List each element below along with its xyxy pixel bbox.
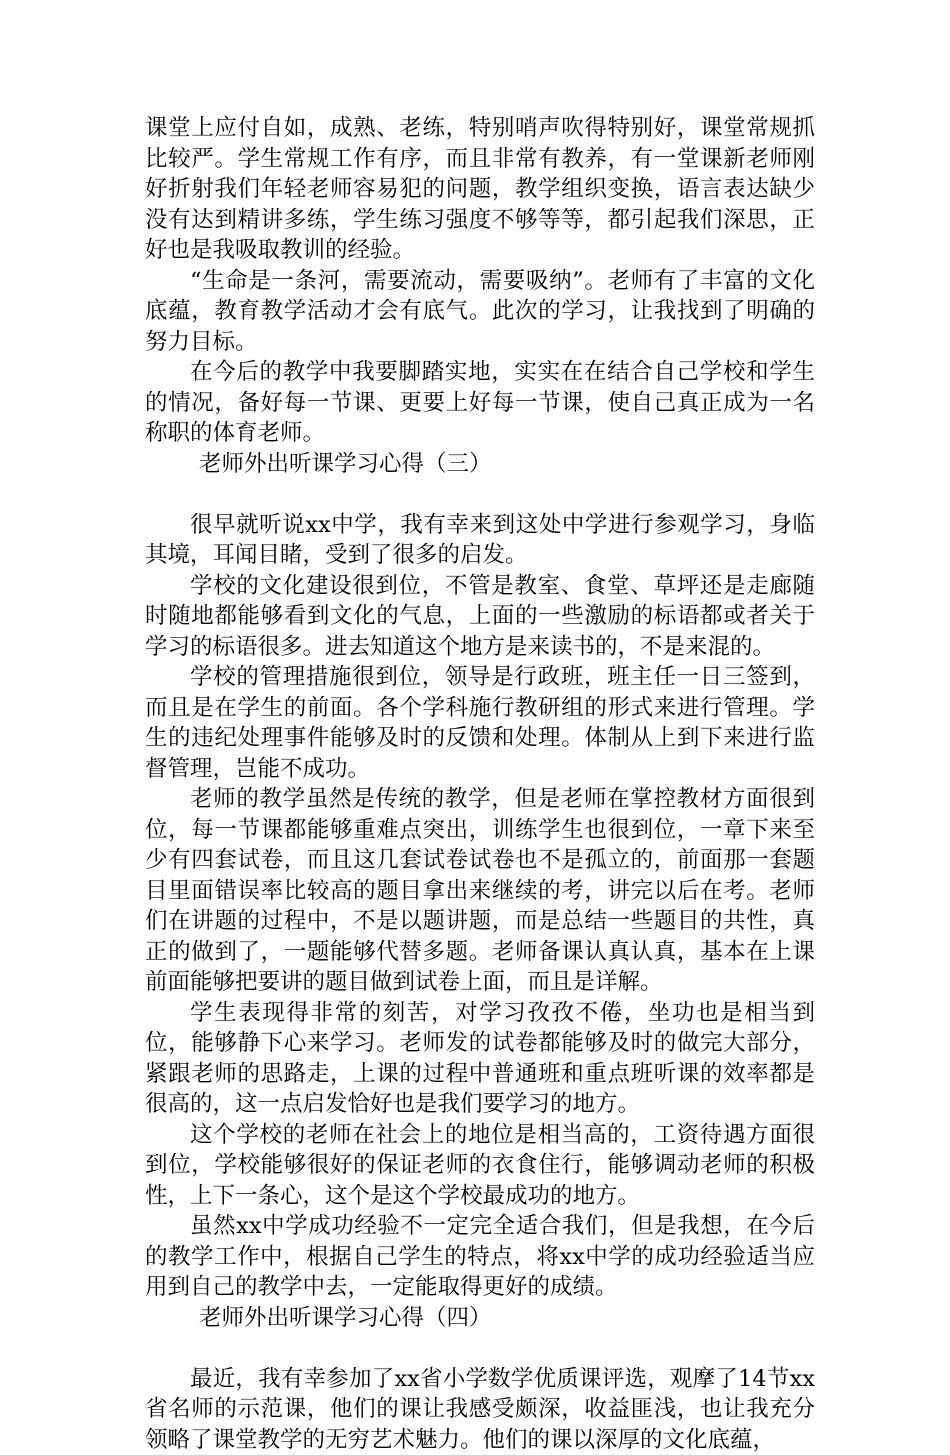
paragraph: “生命是一条河，需要流动，需要吸纳”。老师有了丰富的文化底蕴，教育教学活动才会有底气。此次的学习，让我找到了明确的努力目标。 (145, 266, 815, 358)
section-heading: 老师外出听课学习心得（三） (145, 449, 815, 480)
paragraph: 这个学校的老师在社会上的地位是相当高的，工资待遇方面很到位，学校能够很好的保证老师的衣食住行，能够调动老师的积极性，上下一条心，这个是这个学校最成功的地方。 (145, 1120, 815, 1212)
paragraph: 在今后的教学中我要脚踏实地，实实在在结合自己学校和学生的情况，备好每一节课、更要上好每一节课，使自己真正成为一名称职的体育老师。 (145, 357, 815, 449)
paragraph: 课堂上应付自如，成熟、老练，特别哨声吹得特别好，课堂常规抓比较严。学生常规工作有序，而且非常有教养，有一堂课新老师刚好折射我们年轻老师容易犯的问题，教学组织变换，语言表达缺少没有达到精讲多练，学生练习强度不够等等，都引起我们深思，正好也是我吸取教训的经验。 (145, 113, 815, 266)
paragraph: 学校的管理措施很到位，领导是行政班，班主任一日三签到，而且是在学生的前面。各个学科施行教研组的形式来进行管理。学生的违纪处理事件能够及时的反馈和处理。体制从上到下来进行监督管理，岂能不成功。 (145, 662, 815, 784)
paragraph: 学校的文化建设很到位，不管是教室、食堂、草坪还是走廊随时随地都能够看到文化的气息，上面的一些激励的标语都或者关于学习的标语很多。进去知道这个地方是来读书的，不是来混的。 (145, 571, 815, 663)
blank-line (145, 479, 815, 510)
paragraph: 最近，我有幸参加了xx省小学数学优质课评选，观摩了14节xx省名师的示范课，他们的课让我感受颇深，收益匪浅，也让我充分领略了课堂教学的无穷艺术魅力。他们的课以深厚的文化底蕴， (145, 1364, 815, 1455)
section-heading: 老师外出听课学习心得（四） (145, 1303, 815, 1334)
paragraph: 很早就听说xx中学，我有幸来到这处中学进行参观学习，身临其境，耳闻目睹，受到了很多的启发。 (145, 510, 815, 571)
paragraph: 学生表现得非常的刻苦，对学习孜孜不倦，坐功也是相当到位，能够静下心来学习。老师发的试卷都能够及时的做完大部分，紧跟老师的思路走，上课的过程中普通班和重点班听课的效率都是很高的，这一点启发恰好也是我们要学习的地方。 (145, 998, 815, 1120)
document-page (145, 113, 815, 1455)
blank-line (145, 1333, 815, 1364)
paragraph: 虽然xx中学成功经验不一定完全适合我们，但是我想，在今后的教学工作中，根据自己学生的特点，将xx中学的成功经验适当应用到自己的教学中去，一定能取得更好的成绩。 (145, 1211, 815, 1303)
paragraph: 老师的教学虽然是传统的教学，但是老师在掌控教材方面很到位，每一节课都能够重难点突出，训练学生也很到位，一章下来至少有四套试卷，而且这几套试卷试卷也不是孤立的，前面那一套题目里面错误率比较高的题目拿出来继续的考，讲完以后在考。老师们在讲题的过程中，不是以题讲题，而是总结一些题目的共性，真正的做到了，一题能够代替多题。老师备课认真认真，基本在上课前面能够把要讲的题目做到试卷上面，而且是详解。 (145, 784, 815, 998)
